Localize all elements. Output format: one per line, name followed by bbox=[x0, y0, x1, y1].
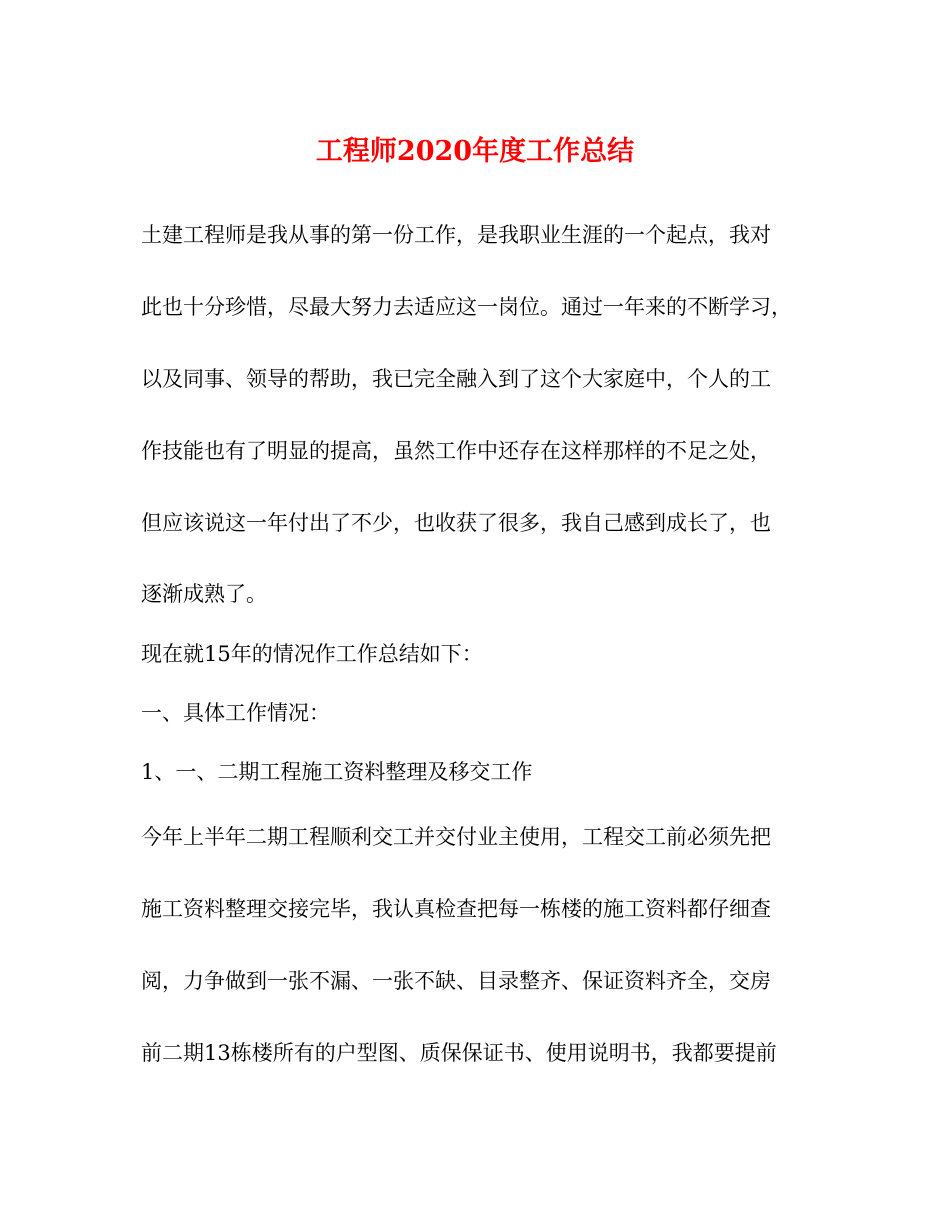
body-line: 以及同事、领导的帮助，我已完全融入到了这个大家庭中，个人的工 bbox=[141, 367, 771, 391]
section-heading: 一、具体工作情况： bbox=[141, 701, 330, 725]
body-line: 前二期13栋楼所有的户型图、质保保证书、使用说明书，我都要提前 bbox=[141, 1041, 777, 1065]
subsection-heading: 1、一、二期工程施工资料整理及移交工作 bbox=[141, 760, 533, 784]
body-line: 施工资料整理交接完毕，我认真检查把每一栋楼的施工资料都仔细查 bbox=[141, 897, 771, 921]
body-line: 作技能也有了明显的提高，虽然工作中还存在这样那样的不足之处， bbox=[141, 439, 771, 463]
body-line: 今年上半年二期工程顺利交工并交付业主使用，工程交工前必须先把 bbox=[141, 825, 771, 849]
body-line: 此也十分珍惜，尽最大努力去适应这一岗位。通过一年来的不断学习， bbox=[141, 295, 792, 319]
body-line: 但应该说这一年付出了不少，也收获了很多，我自己感到成长了，也 bbox=[141, 511, 771, 535]
body-line: 阅，力争做到一张不漏、一张不缺、目录整齐、保证资料齐全，交房 bbox=[141, 969, 771, 993]
body-line: 逐渐成熟了。 bbox=[141, 582, 267, 606]
body-line: 现在就15年的情况作工作总结如下： bbox=[141, 642, 483, 666]
body-line: 土建工程师是我从事的第一份工作，是我职业生涯的一个起点，我对 bbox=[141, 223, 771, 247]
document-title: 工程师2020年度工作总结 bbox=[315, 136, 635, 167]
